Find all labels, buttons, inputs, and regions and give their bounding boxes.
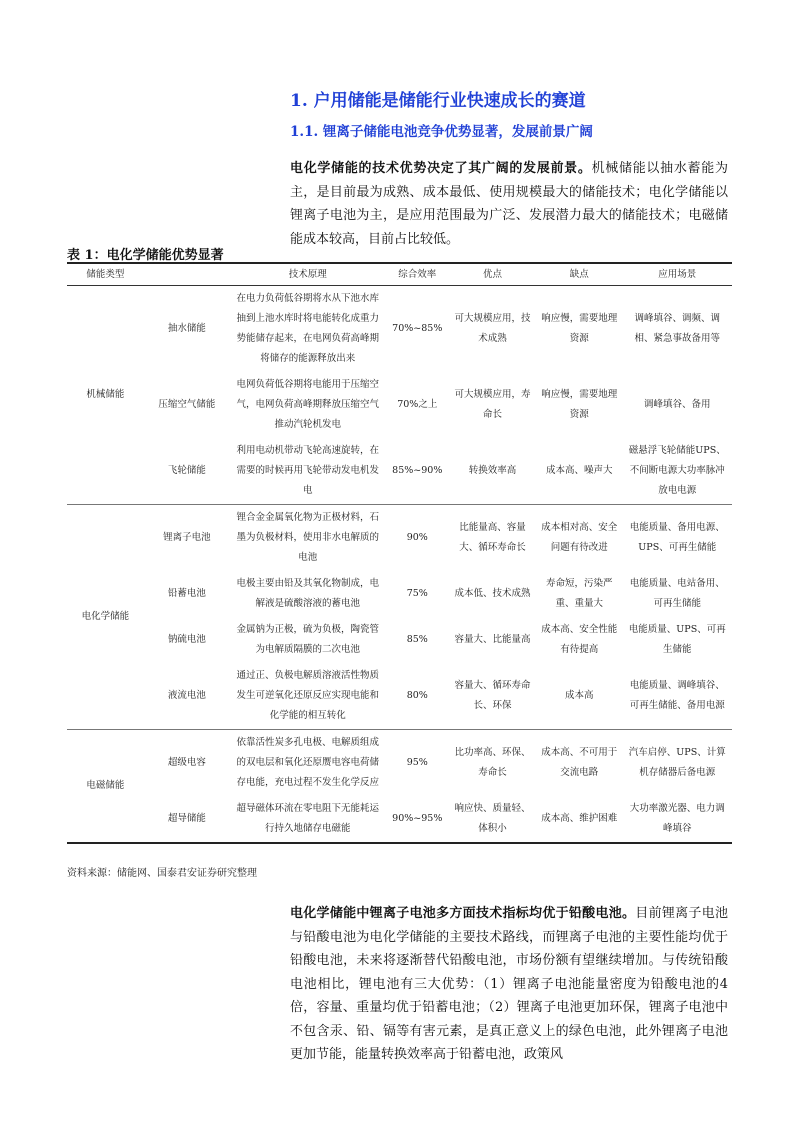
cons-cell: 成本高、不可用于交流电路 — [536, 730, 623, 797]
conclusion-lead: 电化学储能中锂离子电池多方面技术指标均优于铅酸电池。 — [290, 906, 636, 921]
storage-type-cell: 飞轮储能 — [167, 465, 206, 476]
intro-paragraph — [290, 157, 728, 251]
group-name: 电磁储能 — [67, 730, 144, 844]
section-subtitle: 1.1. 锂离子储能电池竞争优势显著，发展前景广阔 — [290, 124, 593, 140]
header-apps: 应用场景 — [623, 263, 732, 286]
table-row — [67, 730, 732, 797]
header-cons: 缺点 — [536, 263, 623, 286]
table-row — [67, 286, 732, 373]
pros-cell: 容量大、比能量高 — [454, 634, 531, 645]
apps-cell: 大功率激光器、电力调峰填谷 — [629, 803, 725, 834]
pros-cell: 可大规模应用，技术成熟 — [454, 313, 531, 344]
table-title: 表 1：电化学储能优势显著 — [67, 248, 224, 263]
table-row — [67, 617, 732, 663]
cons-cell: 成本高 — [564, 690, 594, 701]
efficiency-cell: 90%~95% — [392, 813, 443, 824]
intro-lead: 电化学储能的技术优势决定了其广阔的发展前景。 — [290, 161, 592, 176]
storage-type-cell: 钠硫电池 — [167, 634, 206, 645]
storage-type-cell: 超导储能 — [167, 813, 206, 824]
efficiency-cell: 80% — [406, 690, 428, 701]
table-row — [67, 796, 732, 843]
cons-cell: 成本相对高、安全问题有待改进 — [536, 505, 623, 572]
apps-cell: 汽车启停、UPS、计算机存储器后备电源 — [623, 730, 732, 797]
intro-body: 机械储能以抽水蓄能为主，是目前最为成熟、成本最低、使用规模最大的储能技术；电化学储能以锂离子电池为主，是应用范围最为广泛、发展潜力最大的储能技术；电磁储能成本较高，目前占比较低。 — [290, 161, 728, 247]
section-title: 1. 户用储能是储能行业快速成长的赛道 — [290, 91, 586, 111]
pros-cell: 比能量高、容量大、循环寿命长 — [449, 505, 536, 572]
table-row — [67, 505, 732, 572]
storage-comparison-table — [67, 262, 732, 844]
cons-cell: 成本高、安全性能有待提高 — [541, 624, 618, 655]
header-efficiency: 综合效率 — [385, 263, 449, 286]
storage-type-cell: 压缩空气储能 — [158, 399, 216, 410]
cons-cell: 响应慢，需要地理资源 — [541, 313, 618, 344]
apps-cell: 电能质量、备用电源、UPS、可再生储能 — [623, 505, 732, 572]
pros-cell: 转换效率高 — [468, 465, 517, 476]
apps-cell: 电能质量、UPS、可再生储能 — [628, 624, 726, 655]
apps-cell: 电能质量、调峰填谷、可再生储能、备用电源 — [629, 680, 725, 711]
efficiency-cell: 70%~85% — [392, 323, 443, 334]
pros-cell: 比功率高、环保、寿命长 — [449, 730, 536, 797]
apps-cell: 调峰填谷、调频、调相、紧急事故备用等 — [634, 313, 721, 344]
pros-cell: 可大规模应用，寿命长 — [454, 389, 531, 420]
principle-cell: 锂合金金属氧化物为正极材料，石墨为负极材料，使用非水电解质的电池 — [230, 505, 385, 572]
header-principle: 技术原理 — [230, 263, 385, 286]
header-storage-type: 储能类型 — [67, 263, 144, 286]
efficiency-cell: 85% — [406, 634, 428, 645]
storage-type-cell: 抽水储能 — [167, 323, 206, 334]
storage-type-cell: 超级电容 — [144, 730, 230, 797]
efficiency-cell: 70%之上 — [397, 399, 438, 410]
efficiency-cell: 95% — [385, 730, 449, 797]
table-header-row — [67, 263, 732, 286]
efficiency-cell: 75% — [406, 588, 428, 599]
table-row — [67, 438, 732, 505]
principle-cell: 利用电动机带动飞轮高速旋转，在需要的时候再用飞轮带动发电机发电 — [236, 445, 380, 496]
principle-cell: 在电力负荷低谷期将水从下池水库抽到上池水库时将电能转化成重力势能储存起来，在电网负荷高峰期将储存的能源释放出来 — [236, 293, 380, 364]
pros-cell: 容量大、循环寿命长、环保 — [454, 680, 531, 711]
header-subtype — [144, 263, 230, 286]
principle-cell: 电网负荷低谷期将电能用于压缩空气，电网负荷高峰期释放压缩空气推动汽轮机发电 — [236, 379, 380, 430]
apps-cell: 磁悬浮飞轮储能UPS、不间断电源大功率脉冲放电电源 — [628, 445, 726, 496]
cons-cell: 成本高、维护困难 — [541, 813, 618, 824]
group-name: 电化学储能 — [67, 505, 144, 730]
efficiency-cell: 90% — [385, 505, 449, 572]
cons-cell: 响应慢，需要地理资源 — [541, 389, 618, 420]
storage-type-cell: 铅蓄电池 — [167, 588, 206, 599]
cons-cell: 成本高、噪声大 — [545, 465, 613, 476]
principle-cell: 电极主要由铅及其氧化物制成，电解液是硫酸溶液的蓄电池 — [236, 578, 380, 609]
storage-type-cell: 液流电池 — [167, 690, 206, 701]
efficiency-cell: 85%~90% — [392, 465, 443, 476]
principle-cell: 超导磁体环流在零电阻下无能耗运行持久地储存电磁能 — [236, 803, 380, 834]
table-source-note: 资料来源：储能网、国泰君安证券研究整理 — [67, 868, 257, 879]
apps-cell: 调峰填谷、备用 — [644, 399, 711, 410]
group-name: 机械储能 — [86, 389, 125, 400]
table-row — [67, 372, 732, 438]
apps-cell: 电能质量、电站备用、可再生储能 — [629, 578, 725, 609]
cons-cell: 寿命短，污染严重、重量大 — [545, 578, 613, 609]
principle-cell: 通过正、负极电解质溶液活性物质发生可逆氧化还原反应实现电能和化学能的相互转化 — [236, 670, 380, 721]
principle-cell: 金属钠为正极，硫为负极，陶瓷管为电解质隔膜的二次电池 — [236, 624, 380, 655]
conclusion-paragraph — [290, 902, 728, 1067]
pros-cell: 成本低、技术成熟 — [454, 588, 531, 599]
table-row — [67, 571, 732, 617]
principle-cell: 依靠活性炭多孔电极、电解质组成的双电层和氧化还原赝电容电荷储存电能，充电过程不发生化学反应 — [230, 730, 385, 797]
storage-type-cell: 锂离子电池 — [144, 505, 230, 572]
pros-cell: 响应快、质量轻、体积小 — [454, 803, 531, 834]
table-row — [67, 663, 732, 730]
conclusion-body: 目前锂离子电池与铅酸电池为电化学储能的主要技术路线，而锂离子电池的主要性能均优于铅酸电池，未来将逐渐替代铅酸电池，市场份额有望继续增加。与传统铅酸电池相比，锂电池有三大优势：（1）锂离子电池能量密度为铅酸电池的4倍，容量、重量均优于铅蓄电池；（2）锂离子电池更加环保，锂离子电池中不包含汞、铅、镉等有害元素，是真正意义上的绿色电池，此外锂离子电池更加节能，能量转换效率高于铅蓄电池，政策风 — [290, 906, 728, 1062]
header-pros: 优点 — [449, 263, 536, 286]
